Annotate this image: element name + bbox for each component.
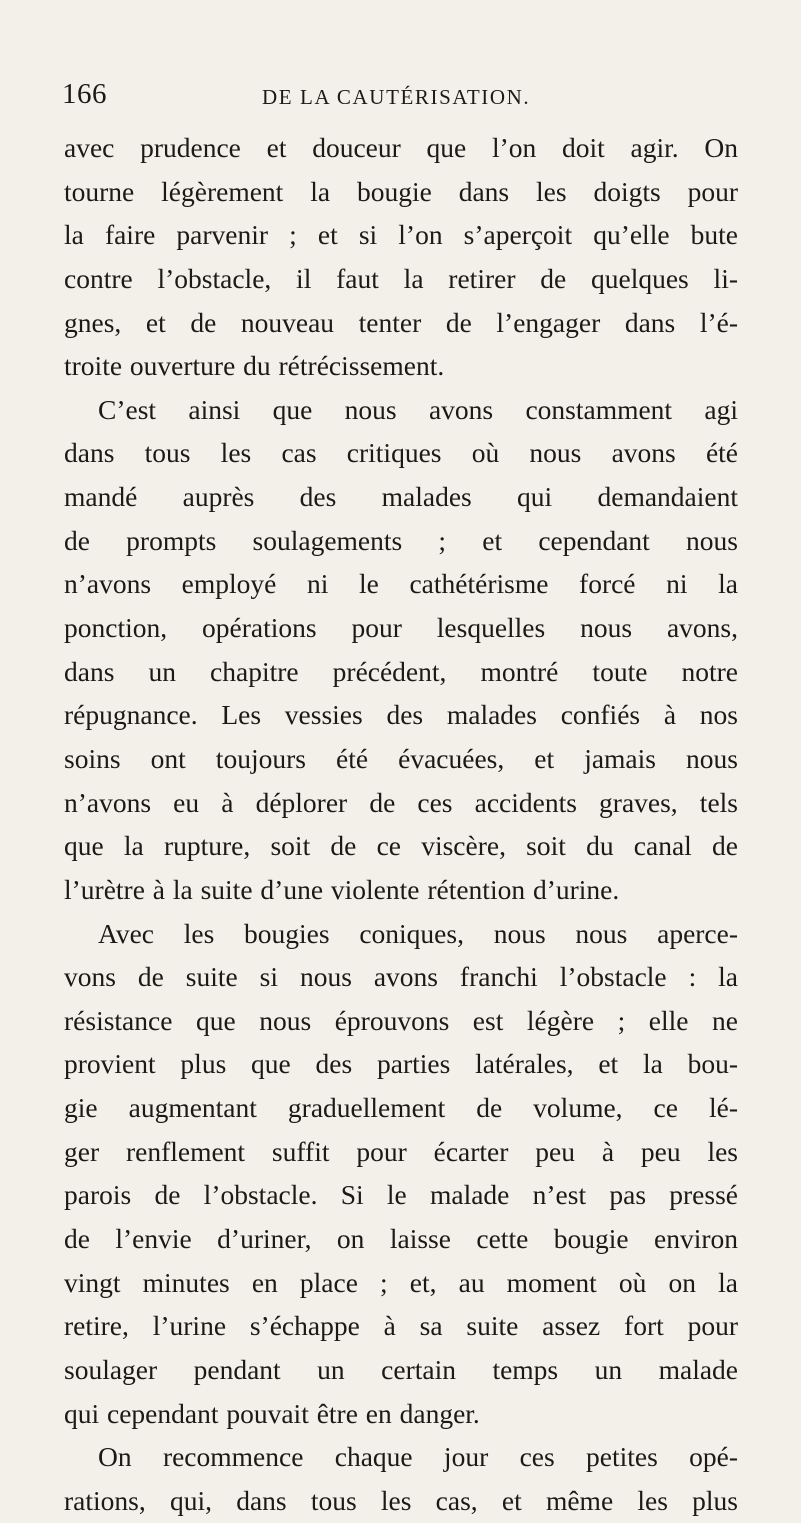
text-line: ger renflement suffit pour écarter peu à peu les bbox=[64, 1135, 738, 1167]
page-number: 166 bbox=[62, 78, 107, 110]
text-line: répugnance. Les vessies des malades confiés à nos bbox=[64, 699, 738, 731]
text-line: l’urètre à la suite d’une violente rétention d’urine. bbox=[64, 873, 620, 905]
text-line: troite ouverture du rétrécissement. bbox=[64, 350, 445, 382]
text-line: parois de l’obstacle. Si le malade n’est pas pressé bbox=[64, 1179, 738, 1211]
text-line: qui cependant pouvait être en danger. bbox=[64, 1397, 480, 1429]
text-line: C’est ainsi que nous avons constamment agi bbox=[98, 393, 738, 425]
text-line: gnes, et de nouveau tenter de l’engager dans l’é- bbox=[64, 306, 738, 338]
text-line: de prompts soulagements ; et cependant nous bbox=[64, 524, 738, 556]
text-line: ponction, opérations pour lesquelles nous avons, bbox=[64, 612, 738, 644]
text-line: provient plus que des parties latérales, et la bou- bbox=[64, 1048, 738, 1080]
text-line: dans un chapitre précédent, montré toute notre bbox=[64, 655, 738, 687]
text-line: dans tous les cas critiques où nous avons été bbox=[64, 437, 738, 469]
text-line: retire, l’urine s’échappe à sa suite assez fort pour bbox=[64, 1310, 738, 1342]
text-line: de l’envie d’uriner, on laisse cette bougie environ bbox=[64, 1223, 738, 1255]
text-line: n’avons eu à déplorer de ces accidents graves, tels bbox=[64, 786, 738, 818]
text-line: soulager pendant un certain temps un malade bbox=[64, 1353, 738, 1385]
text-line: soins ont toujours été évacuées, et jamais nous bbox=[64, 742, 738, 774]
text-line: contre l’obstacle, il faut la retirer de quelques li- bbox=[64, 262, 738, 294]
text-line: Avec les bougies coniques, nous nous aperce- bbox=[98, 917, 738, 949]
running-head: DE LA CAUTÉRISATION. bbox=[262, 85, 531, 109]
text-line: On recommence chaque jour ces petites opé- bbox=[98, 1441, 738, 1473]
text-line: tourne légèrement la bougie dans les doigts pour bbox=[64, 175, 738, 207]
text-line: avec prudence et douceur que l’on doit agir. On bbox=[64, 132, 738, 163]
text-line: vons de suite si nous avons franchi l’obstacle : la bbox=[64, 961, 738, 993]
text-line: résistance que nous éprouvons est légère ; elle ne bbox=[64, 1004, 738, 1036]
body-text bbox=[64, 126, 738, 1523]
text-line: n’avons employé ni le cathétérisme forcé ni la bbox=[64, 568, 738, 600]
text-line: rations, qui, dans tous les cas, et même les plus bbox=[64, 1484, 738, 1516]
text-line: gie augmentant graduellement de volume, ce lé- bbox=[64, 1092, 738, 1124]
text-line: vingt minutes en place ; et, au moment où on la bbox=[64, 1266, 738, 1298]
text-line: que la rupture, soit de ce viscère, soit du canal de bbox=[64, 830, 738, 862]
text-line: la faire parvenir ; et si l’on s’aperçoit qu’elle bute bbox=[64, 219, 738, 251]
page-header bbox=[62, 78, 722, 118]
text-line: mandé auprès des malades qui demandaient bbox=[64, 481, 738, 513]
